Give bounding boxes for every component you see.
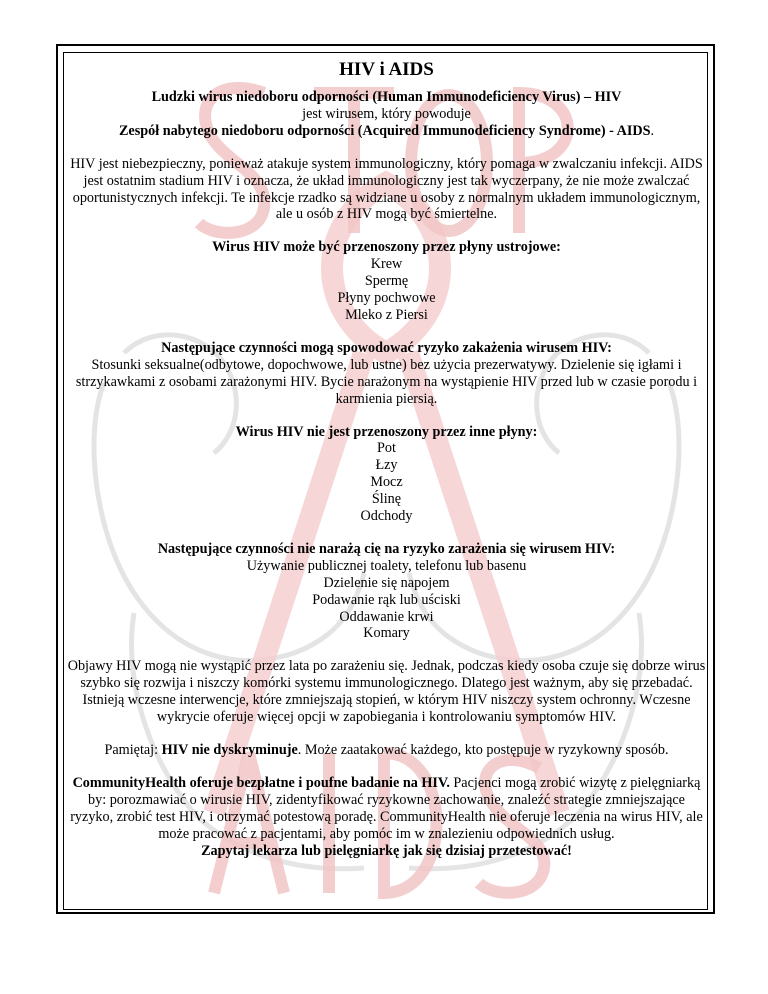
transmitted-item: Mleko z Piersi bbox=[345, 306, 428, 323]
not-transmitted-item: Mocz bbox=[370, 474, 403, 491]
intro-aids-tail: . bbox=[650, 122, 655, 139]
no-risk-item: Oddawanie krwi bbox=[339, 608, 434, 625]
remember-bold: HIV nie dyskryminuje bbox=[161, 742, 298, 758]
no-risk-item: Podawanie rąk lub uściski bbox=[312, 591, 461, 608]
remember-suffix: . Może zaatakować każdego, kto postępuje w ryzykowny sposób. bbox=[297, 742, 669, 758]
explanation-paragraph: HIV jest niebezpieczny, ponieważ atakuje system immunologiczny, który pomaga w zwalczaniu infekcji. AIDS jest ostatnim stadium HIV i oznacza, że układ immunologiczny jest tak wyczerpany, że nie może zwalczać oportunistycznych infekcji. Te infekcje rzadko są widziane u osoby z normalnym układem immunologicznym, ale u osób z HIV mogą być śmiertelne. bbox=[70, 155, 703, 223]
transmitted-item: Płyny pochwowe bbox=[337, 290, 436, 307]
not-transmitted-item: Ślinę bbox=[371, 491, 402, 508]
community-text: Pacjenci mogą zrobić wizytę z pielęgniarką by: porozmawiać o wirusie HIV, zidentyfikować ryzykowne zachowanie, znaleźć strategie zmniejszające ryzyko, zrobić test HIV, i otrzymać potestową poradę. CommunityHealth nie oferuje leczenia na wirus HIV, ale może pracować z pacjentami, aby pomóc im w znalezieniu odpowiednich usług. bbox=[70, 774, 703, 842]
page-border-inner bbox=[63, 52, 708, 910]
intro-aids-bold: Zespół nabytego niedoboru odporności (Acquired Immunodeficiency Syndrome) - AIDS bbox=[118, 122, 651, 139]
document-body bbox=[64, 53, 708, 859]
remember-prefix: Pamiętaj: bbox=[104, 742, 162, 758]
community-paragraph bbox=[64, 775, 708, 843]
no-risk-item: Dzielenie się napojem bbox=[323, 574, 450, 591]
intro-connector: jest wirusem, który powoduje bbox=[302, 105, 471, 122]
risk-heading: Następujące czynności mogą spowodować ryzyko zakażenia wirusem HIV: bbox=[161, 339, 612, 356]
remember-line bbox=[64, 742, 708, 759]
intro-hiv-definition: Ludzki wirus niedoboru odporności (Human Immunodeficiency Virus) – HIV bbox=[151, 89, 622, 105]
transmitted-item: Spermę bbox=[364, 273, 409, 290]
no-risk-heading: Następujące czynności nie narażą cię na ryzyko zarażenia się wirusem HIV: bbox=[157, 540, 616, 557]
not-transmitted-item: Pot bbox=[377, 440, 396, 457]
no-risk-item: Używanie publicznej toalety, telefonu lub basenu bbox=[246, 557, 527, 574]
intro-aids-definition bbox=[64, 123, 708, 140]
no-risk-item: Komary bbox=[363, 625, 410, 642]
transmitted-item: Krew bbox=[370, 256, 403, 273]
document-title: HIV i AIDS bbox=[339, 59, 434, 80]
community-closing: Zapytaj lekarza lub pielęgniarkę jak się dzisiaj przetestować! bbox=[201, 842, 572, 859]
community-bold: CommunityHealth oferuje bezpłatne i poufne badanie na HIV. bbox=[72, 774, 450, 791]
symptoms-paragraph: Objawy HIV mogą nie wystąpić przez lata po zarażeniu się. Jednak, podczas kiedy osoba czuje się dobrze wirus szybko się rozwija i niszczy komórki systemu immunologicznego. Dlatego jest ważnym, aby się przebadać. Istnieją wczesne interwencje, które zmniejszają stopień, w którym HIV niszczy system ochronny. Wczesne wykrycie oferuje więcej opcji w zapobiegania i kontrolowaniu symptomów HIV. bbox=[67, 658, 706, 726]
transmitted-heading: Wirus HIV może być przenoszony przez płyny ustrojowe: bbox=[212, 239, 561, 256]
risk-paragraph: Stosunki seksualne(odbytowe, dopochwowe, lub ustne) bez użycia prezerwatywy. Dzielenie się igłami i strzykawkami z osobami zarażonymi HIV. Bycie narażonym na wystąpienie HIV przed lub w czasie porodu i karmienia piersią. bbox=[75, 356, 698, 407]
not-transmitted-heading: Wirus HIV nie jest przenoszony przez inne płyny: bbox=[235, 423, 538, 440]
not-transmitted-item: Łzy bbox=[375, 457, 398, 474]
intro-block bbox=[64, 89, 708, 140]
not-transmitted-item: Odchody bbox=[360, 508, 413, 525]
